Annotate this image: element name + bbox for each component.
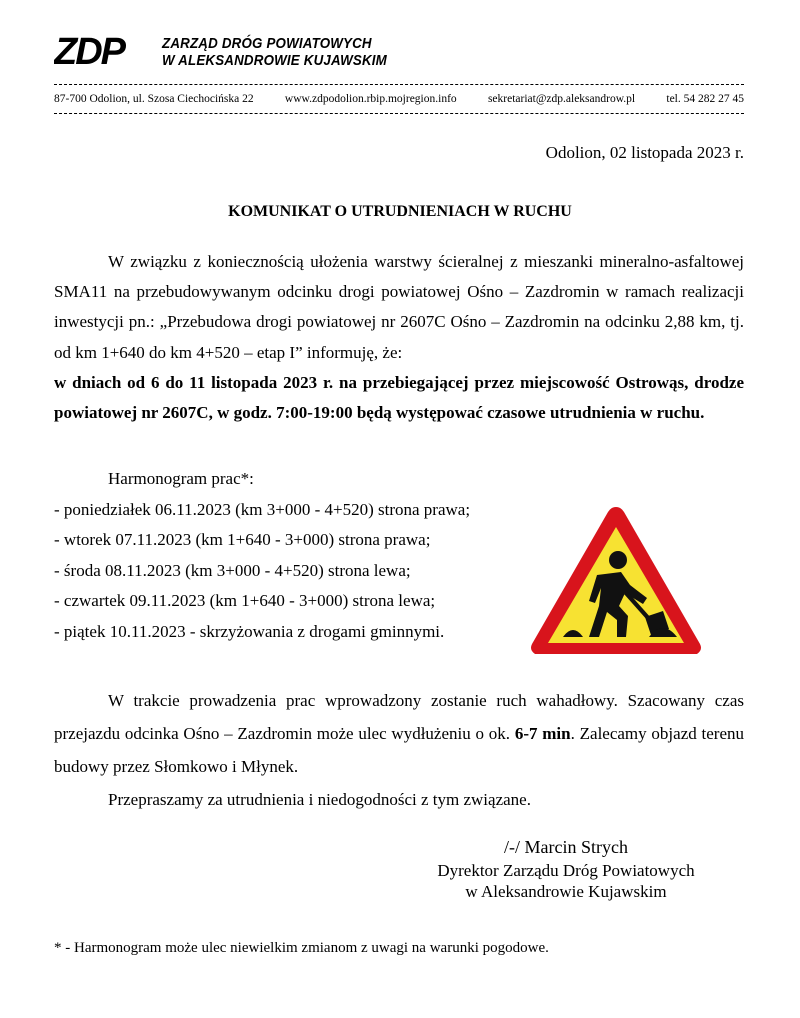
schedule-title: Harmonogram prac*: — [108, 469, 254, 488]
delay-time: 6-7 min — [514, 724, 571, 743]
document-title: KOMUNIKAT O UTRUDNIENIACH W RUCHU — [228, 203, 572, 220]
letterhead — [54, 30, 744, 80]
svg-text:ZDP: ZDP — [54, 31, 124, 70]
address: 87-700 Odolion, ul. Szosa Ciechocińska 22 — [54, 93, 254, 105]
schedule-item: - wtorek 07.11.2023 (km 1+640 - 3+000) strona prawa; — [54, 530, 431, 549]
signature-block — [420, 834, 712, 902]
traffic-paragraph — [54, 684, 744, 783]
header-divider-bottom — [54, 113, 744, 114]
announcement-body — [54, 247, 744, 428]
schedule-item: - piątek 10.11.2023 - skrzyżowania z drogami gminnymi. — [54, 621, 445, 641]
zdp-logo — [54, 30, 146, 70]
work-schedule — [54, 464, 470, 647]
organization-name — [162, 36, 387, 70]
email-link[interactable]: sekretariat@zdp.aleksandrow.pl — [487, 93, 636, 105]
signatory-name: /-/ Marcin Strych — [504, 837, 628, 857]
signatory-role: Dyrektor Zarządu Dróg Powiatowych — [437, 861, 695, 880]
header-divider-top — [54, 84, 744, 85]
org-name-line1: ZARZĄD DRÓG POWIATOWYCH — [162, 36, 372, 52]
phone: tel. 54 282 27 45 — [666, 93, 744, 105]
contact-bar — [54, 93, 744, 105]
footnote: * - Harmonogram może ulec niewielkim zmianom z uwagi na warunki pogodowe. — [54, 940, 549, 956]
document-date: Odolion, 02 listopada 2023 r. — [545, 143, 744, 162]
traffic-text-1: W trakcie prowadzenia prac wprowadzony zostanie ruch wahadłowy. Szacowany czas przejazdu odcinka Ośno – Zazdromin może ulec wydłużeniu o ok. — [54, 691, 744, 743]
org-name-line2: W ALEKSANDROWIE KUJAWSKIM — [162, 53, 387, 69]
signatory-office: w Aleksandrowie Kujawskim — [465, 882, 667, 901]
website-link[interactable]: www.zdpodolion.rbip.mojregion.info — [284, 93, 457, 105]
intro-paragraph: W związku z koniecznością ułożenia warstwy ścieralnej z mieszanki mineralno-asfaltowej SMA11 na przebudowywanym odcinku drogi powiatowej Ośno – Zazdromin w ramach realizacji inwestycji pn.: „Przebudowa drogi powiatowej nr 2607C Ośno – Zazdromin na odcinku 2,88 km, tj. od km 1+640 do km 4+520 – etap I” informuję, że: — [54, 252, 744, 362]
schedule-item: - poniedziałek 06.11.2023 (km 3+000 - 4+520) strona prawa; — [54, 499, 471, 519]
traffic-text-2: . Zalecamy objazd terenu budowy przez Słomkowo i Młynek. — [54, 724, 744, 776]
schedule-item: - czwartek 09.11.2023 (km 1+640 - 3+000) strona lewa; — [54, 591, 436, 610]
apology-paragraph: Przepraszamy za utrudnienia i niedogodności z tym związane. — [108, 790, 531, 809]
road-works-warning-icon — [527, 503, 705, 660]
traffic-info — [54, 684, 744, 816]
notice-paragraph: w dniach od 6 do 11 listopada 2023 r. na przebiegającej przez miejscowość Ostrowąs, drodze powiatowej nr 2607C, w godz. 7:00-19:00 będą występować czasowe utrudnienia w ruchu. — [54, 372, 744, 423]
schedule-item: - środa 08.11.2023 (km 3+000 - 4+520) strona lewa; — [54, 560, 411, 580]
